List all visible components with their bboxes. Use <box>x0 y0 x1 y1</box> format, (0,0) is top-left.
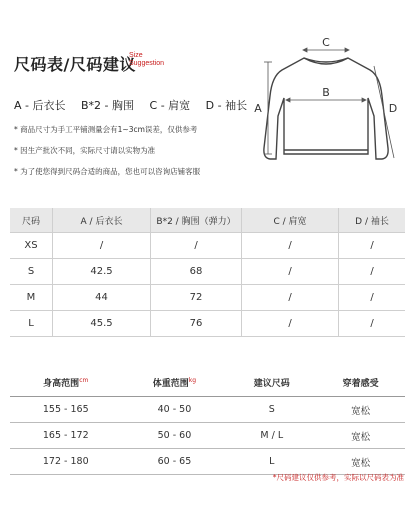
table-row <box>10 423 405 449</box>
cell: / <box>339 311 406 337</box>
table-row <box>10 449 405 475</box>
cell: 宽松 <box>316 423 405 449</box>
unit-cm: cm <box>79 376 89 384</box>
rec-table-header <box>10 368 405 397</box>
size-recommendation-table <box>10 368 405 475</box>
cell: 155 - 165 <box>10 397 122 423</box>
label-b: B <box>322 86 330 99</box>
footnote: *尺码建议仅供参考，实际以尺码表为准 <box>272 473 404 482</box>
cell: / <box>151 233 242 259</box>
legend-a: A - 后衣长 <box>14 99 66 112</box>
cell: 44 <box>53 285 151 311</box>
cell: S <box>227 397 316 423</box>
table-row <box>10 259 405 285</box>
cell: XS <box>10 233 53 259</box>
cell: 165 - 172 <box>10 423 122 449</box>
col-d: D / 袖长 <box>339 208 406 233</box>
cell: M / L <box>227 423 316 449</box>
col-a: A / 后衣长 <box>53 208 151 233</box>
cell: / <box>242 285 339 311</box>
cell: L <box>227 449 316 475</box>
legend-d: D - 袖长 <box>205 99 248 112</box>
cell: / <box>339 285 406 311</box>
cell: / <box>53 233 151 259</box>
sweater-diagram <box>246 36 406 196</box>
legend-c: C - 肩宽 <box>149 99 191 112</box>
label-d: D <box>388 102 398 115</box>
col-suggested-size: 建议尺码 <box>227 368 316 397</box>
cell: / <box>242 233 339 259</box>
cell: 45.5 <box>53 311 151 337</box>
cell: / <box>242 311 339 337</box>
size-table <box>10 208 405 337</box>
measurement-legend <box>14 97 259 113</box>
table-row <box>10 311 405 337</box>
label-a: A <box>254 102 262 115</box>
cell: 60 - 65 <box>122 449 228 475</box>
col-weight: 体重范围$^{kg}$ <box>122 368 228 397</box>
col-height: 身高范围$^{cm}$ <box>10 368 122 397</box>
table-row <box>10 397 405 423</box>
cell: 72 <box>151 285 242 311</box>
table-row <box>10 233 405 259</box>
cell: L <box>10 311 53 337</box>
cell: 68 <box>151 259 242 285</box>
cell: 50 - 60 <box>122 423 228 449</box>
cell: 42.5 <box>53 259 151 285</box>
cell: 宽松 <box>316 449 405 475</box>
col-b: B*2 / 胸围（弹力） <box>151 208 242 233</box>
cell: M <box>10 285 53 311</box>
cell: / <box>339 233 406 259</box>
cell: S <box>10 259 53 285</box>
label-c: C <box>322 36 330 49</box>
note-service: * 为了使您得到尺码合适的商品，您也可以咨询店铺客服 <box>14 167 201 176</box>
col-fit: 穿着感受 <box>316 368 405 397</box>
table-row <box>10 285 405 311</box>
col-c: C / 肩宽 <box>242 208 339 233</box>
note-error: * 商品尺寸为手工平铺测量会有1~3cm误差，仅供参考 <box>14 125 198 134</box>
cell: / <box>339 259 406 285</box>
note-batch: * 因生产批次不同，实际尺寸请以实物为准 <box>14 146 156 155</box>
col-size: 尺码 <box>10 208 53 233</box>
legend-b: B*2 - 胸围 <box>81 99 135 112</box>
unit-kg: kg <box>188 376 197 384</box>
cell: 宽松 <box>316 397 405 423</box>
page-title: 尺码表/尺码建议 <box>14 55 136 74</box>
size-table-header <box>10 208 405 233</box>
cell: / <box>242 259 339 285</box>
cell: 40 - 50 <box>122 397 228 423</box>
title-english: Size Suggestion <box>129 52 165 67</box>
cell: 172 - 180 <box>10 449 122 475</box>
cell: 76 <box>151 311 242 337</box>
